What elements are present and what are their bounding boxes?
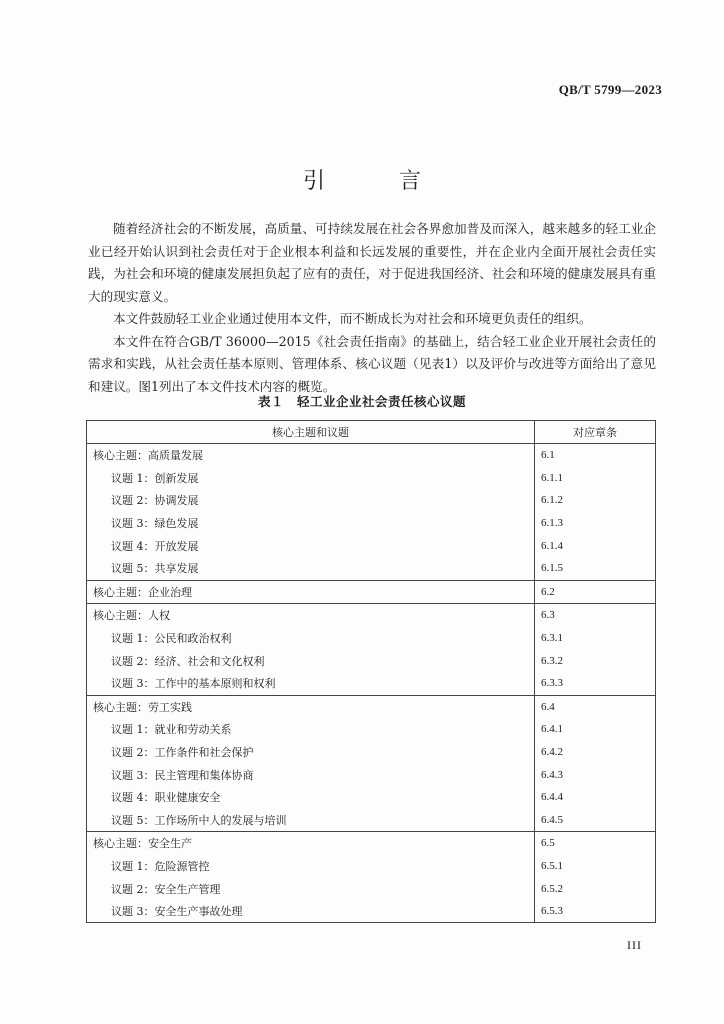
row-clause: 6.3.2 bbox=[535, 649, 656, 672]
row-label: 核心主题：劳工实践 bbox=[87, 695, 535, 718]
table-row bbox=[87, 467, 656, 490]
row-label: 核心主题：企业治理 bbox=[87, 580, 535, 604]
row-clause: 6.4 bbox=[535, 695, 656, 718]
row-label: 议题 4：职业健康安全 bbox=[87, 786, 535, 809]
core-issues-table bbox=[86, 420, 656, 923]
row-label: 议题 2：工作条件和社会保护 bbox=[87, 741, 535, 764]
table-row bbox=[87, 718, 656, 741]
table-row bbox=[87, 695, 656, 718]
row-clause: 6.1.3 bbox=[535, 512, 656, 535]
row-clause: 6.1.5 bbox=[535, 557, 656, 580]
page-title: 引 言 bbox=[302, 169, 447, 194]
row-clause: 6.1.1 bbox=[535, 467, 656, 490]
row-label: 议题 3：安全生产事故处理 bbox=[87, 900, 535, 923]
row-label: 议题 1：就业和劳动关系 bbox=[87, 718, 535, 741]
row-clause: 6.3.3 bbox=[535, 672, 656, 695]
paragraph-2: 本文件鼓励轻工业企业通过使用本文件，而不断成长为对社会和环境更负责任的组织。 bbox=[113, 311, 592, 326]
row-label: 核心主题：高质量发展 bbox=[87, 444, 535, 467]
row-label: 议题 3：绿色发展 bbox=[87, 512, 535, 535]
row-label: 议题 2：经济、社会和文化权利 bbox=[87, 649, 535, 672]
table-row bbox=[87, 832, 656, 855]
table-row bbox=[87, 444, 656, 467]
row-label: 议题 1：公民和政治权利 bbox=[87, 627, 535, 650]
paragraph-1: 随着经济社会的不断发展，高质量、可持续发展在社会各界愈加普及而深入，越来越多的轻工业企业已经开始认识到社会责任对于企业根本利益和长远发展的重要性，并在企业内全面开展社会责任实践，为社会和环境的健康发展担负起了应有的责任，对于促进我国经济、社会和环境的健康发展具有重大的现实意义。 bbox=[88, 221, 656, 304]
row-label: 议题 5：工作场所中人的发展与培训 bbox=[87, 809, 535, 832]
row-label: 议题 3：工作中的基本原则和权利 bbox=[87, 672, 535, 695]
table-row bbox=[87, 580, 656, 604]
row-clause: 6.5 bbox=[535, 832, 656, 855]
row-clause: 6.5.1 bbox=[535, 855, 656, 878]
row-clause: 6.2 bbox=[535, 580, 656, 604]
table-row bbox=[87, 763, 656, 786]
table-row bbox=[87, 557, 656, 580]
row-clause: 6.4.5 bbox=[535, 809, 656, 832]
table-row bbox=[87, 534, 656, 557]
row-label: 议题 4：开放发展 bbox=[87, 534, 535, 557]
row-clause: 6.3 bbox=[535, 604, 656, 627]
table-row bbox=[87, 489, 656, 512]
table-row bbox=[87, 786, 656, 809]
page-number: III bbox=[627, 938, 642, 952]
row-clause: 6.1.2 bbox=[535, 489, 656, 512]
row-label: 议题 1：危险源管控 bbox=[87, 855, 535, 878]
table-row bbox=[87, 604, 656, 627]
row-clause: 6.1.4 bbox=[535, 534, 656, 557]
row-clause: 6.5.2 bbox=[535, 877, 656, 900]
table-row bbox=[87, 649, 656, 672]
row-clause: 6.4.3 bbox=[535, 763, 656, 786]
document-code: QB/T 5799—2023 bbox=[558, 82, 662, 97]
header-topics: 核心主题和议题 bbox=[87, 421, 535, 444]
table-header-row bbox=[87, 421, 656, 444]
row-clause: 6.3.1 bbox=[535, 627, 656, 650]
table-row bbox=[87, 512, 656, 535]
row-clause: 6.4.1 bbox=[535, 718, 656, 741]
row-clause: 6.1 bbox=[535, 444, 656, 467]
row-label: 议题 1：创新发展 bbox=[87, 467, 535, 490]
introduction-body bbox=[88, 218, 656, 398]
table-row bbox=[87, 809, 656, 832]
table-row bbox=[87, 900, 656, 923]
row-label: 议题 3：民主管理和集体协商 bbox=[87, 763, 535, 786]
row-clause: 6.5.3 bbox=[535, 900, 656, 923]
table-row bbox=[87, 877, 656, 900]
table-row bbox=[87, 672, 656, 695]
row-clause: 6.4.4 bbox=[535, 786, 656, 809]
header-clause: 对应章条 bbox=[535, 421, 656, 444]
row-label: 议题 2：安全生产管理 bbox=[87, 877, 535, 900]
row-label: 核心主题：安全生产 bbox=[87, 832, 535, 855]
table-row bbox=[87, 741, 656, 764]
row-label: 议题 2：协调发展 bbox=[87, 489, 535, 512]
row-clause: 6.4.2 bbox=[535, 741, 656, 764]
table-caption: 表１ 轻工业企业社会责任核心议题 bbox=[257, 394, 466, 409]
paragraph-3: 本文件在符合GB/T 36000—2015《社会责任指南》的基础上，结合轻工业企业开展社会责任的需求和实践，从社会责任基本原则、管理体系、核心议题（见表1）以及评价与改进等方面给出了意见和建议。图1列出了本文件技术内容的概览。 bbox=[88, 333, 656, 394]
table-row bbox=[87, 627, 656, 650]
row-label: 核心主题：人权 bbox=[87, 604, 535, 627]
table-row bbox=[87, 855, 656, 878]
row-label: 议题 5：共享发展 bbox=[87, 557, 535, 580]
